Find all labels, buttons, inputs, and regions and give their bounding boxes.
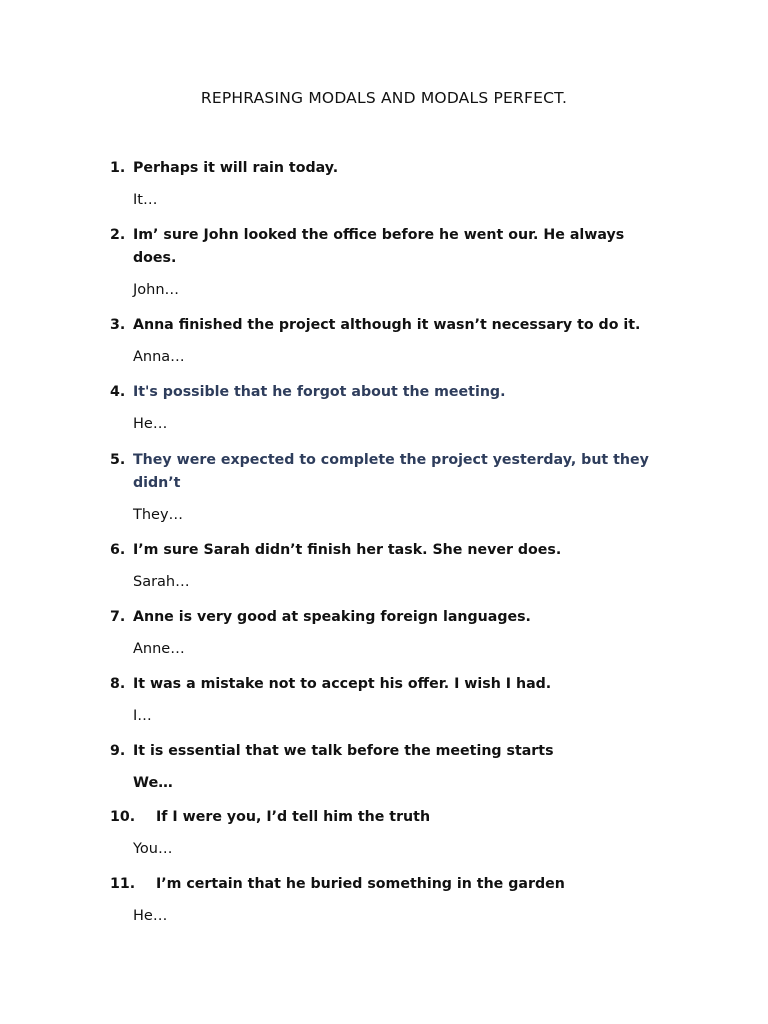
answer-starter: It… — [133, 192, 158, 208]
question-text: Perhaps it will rain today. — [133, 160, 339, 176]
question-text: They were expected to complete the project yesterday, but they didn’t — [133, 452, 649, 491]
question-row — [110, 740, 670, 763]
question-row — [110, 806, 670, 829]
question-item-11 — [110, 873, 670, 926]
answer-starter: John… — [133, 282, 180, 298]
question-text: I’m certain that he buried something in the garden — [156, 876, 565, 892]
answer-starter: I… — [133, 708, 152, 724]
question-text: Im’ sure John looked the office before he went our. He always does. — [133, 227, 625, 266]
question-row — [110, 539, 670, 562]
question-text: Anna finished the project although it wasn’t necessary to do it. — [133, 317, 641, 333]
question-number: 3. — [110, 317, 126, 333]
question-item-10 — [110, 806, 670, 859]
question-number: 2. — [110, 227, 126, 243]
question-item-6 — [110, 539, 670, 592]
question-number: 9. — [110, 743, 126, 759]
question-item-1 — [110, 157, 670, 210]
question-number: 1. — [110, 160, 126, 176]
question-text: Anne is very good at speaking foreign languages. — [133, 609, 531, 625]
question-item-2 — [110, 224, 670, 300]
question-item-4 — [110, 381, 670, 434]
answer-starter: They… — [133, 507, 184, 523]
answer-starter: Anna… — [133, 349, 185, 365]
page-title: REPHRASING MODALS AND MODALS PERFECT. — [200, 89, 568, 107]
question-item-8 — [110, 673, 670, 726]
question-text: If I were you, I’d tell him the truth — [156, 809, 431, 825]
question-row — [110, 449, 670, 495]
answer-starter: Anne… — [133, 641, 185, 657]
question-row — [110, 224, 670, 270]
question-item-5 — [110, 449, 670, 525]
question-row — [110, 157, 670, 180]
question-number: 8. — [110, 676, 126, 692]
question-row — [110, 873, 670, 896]
question-number: 10. — [110, 809, 136, 825]
question-row — [110, 381, 670, 404]
question-item-9 — [110, 740, 670, 793]
answer-starter: Sarah… — [133, 574, 190, 590]
answer-starter: He… — [133, 416, 168, 432]
question-item-7 — [110, 606, 670, 659]
question-number: 7. — [110, 609, 126, 625]
question-row — [110, 606, 670, 629]
question-number: 6. — [110, 542, 126, 558]
answer-starter: We… — [133, 775, 173, 791]
answer-starter: You… — [133, 841, 173, 857]
question-text: It is essential that we talk before the meeting starts — [133, 743, 554, 759]
question-row — [110, 673, 670, 696]
question-text: It's possible that he forgot about the meeting. — [133, 384, 506, 400]
question-text: It was a mistake not to accept his offer. I wish I had. — [133, 676, 552, 692]
question-number: 11. — [110, 876, 136, 892]
question-item-3 — [110, 314, 670, 367]
question-row — [110, 314, 670, 337]
question-number: 4. — [110, 384, 126, 400]
question-number: 5. — [110, 452, 126, 468]
question-text: I’m sure Sarah didn’t finish her task. She never does. — [133, 542, 562, 558]
answer-starter: He… — [133, 908, 168, 924]
